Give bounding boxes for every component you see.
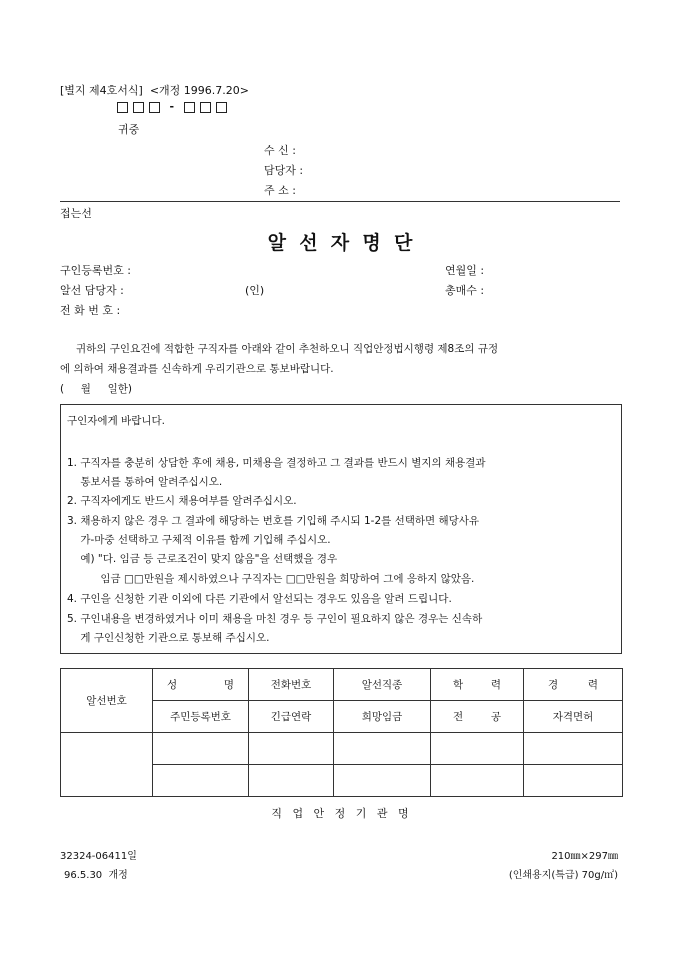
revised-date: 96.5.30 개정 <box>64 870 128 881</box>
agent-label: 알선 담당자 : <box>60 284 124 297</box>
table-cell <box>153 733 249 765</box>
fold-line <box>60 201 620 202</box>
table-cell <box>249 765 334 797</box>
form-code: 32324-06411일 <box>60 851 137 862</box>
code-box <box>200 102 211 113</box>
code-box <box>133 102 144 113</box>
career-header: 경 력 <box>524 669 623 701</box>
notice-line: 예) "다. 임금 등 근로조건이 맞지 않음"을 선택했을 경우 <box>67 553 338 565</box>
notice-line: 5. 구인내용을 변경하였거나 이미 채용을 마친 경우 등 구인이 필요하지 않은 경우는 신속하 <box>67 613 483 625</box>
paper-spec: (인쇄용지(특급) 70g/㎡) <box>508 870 618 881</box>
registration-no-label: 구인등록번호 : <box>60 264 131 277</box>
table-cell <box>524 733 623 765</box>
license-header: 자격면허 <box>524 701 623 733</box>
referral-table <box>60 668 623 797</box>
code-box <box>149 102 160 113</box>
table-cell <box>153 765 249 797</box>
table-cell <box>524 765 623 797</box>
receiver-label: 수 신 : <box>264 144 296 157</box>
form-label: [별지 제4호서식] <개정 1996.7.20> <box>60 84 250 97</box>
notice-line: 가-마중 선택하고 구체적 이유를 함께 기입해 주십시오. <box>67 534 331 546</box>
fold-line-label: 접는선 <box>60 207 92 220</box>
notice-heading: 구인자에게 바랍니다. <box>67 415 165 427</box>
table-cell <box>249 733 334 765</box>
code-box <box>184 102 195 113</box>
referral-no-header: 알선번호 <box>61 669 153 733</box>
intro-line-2: 에 의하여 채용결과를 신속하게 우리기관으로 통보바랍니다. <box>60 363 334 375</box>
notice-line: 게 구인신청한 기관으로 통보해 주십시오. <box>67 632 270 644</box>
phone-header: 전화번호 <box>249 669 334 701</box>
code-box <box>216 102 227 113</box>
notice-line: 2. 구직자에게도 반드시 채용여부를 알려주십시오. <box>67 495 297 507</box>
notice-line: 임금 □□만원을 제시하였으나 구직자는 □□만원을 희망하여 그에 응하지 않았음. <box>67 573 475 585</box>
notice-box <box>60 404 622 654</box>
date-label: 연월일 : <box>445 264 485 277</box>
seal-mark: (인) <box>245 284 265 297</box>
honorific: 귀중 <box>118 123 140 136</box>
agency-name: 직 업 안 정 기 관 명 <box>271 807 409 820</box>
notice-line: 1. 구직자를 충분히 상담한 후에 채용, 미채용을 결정하고 그 결과를 반드시 별지의 채용결과 <box>67 457 486 469</box>
notice-line: 4. 구인을 신청한 기관 이외에 다른 기관에서 알선되는 경우도 있음을 알려 드립니다. <box>67 593 452 605</box>
emergency-header: 긴급연락 <box>249 701 334 733</box>
resident-no-header: 주민등록번호 <box>153 701 249 733</box>
table-cell <box>334 765 431 797</box>
recipient-code-boxes <box>117 100 232 113</box>
job-header: 알선직종 <box>334 669 431 701</box>
page-title: 알 선 자 명 단 <box>267 232 413 254</box>
table-cell <box>431 765 524 797</box>
major-header: 전 공 <box>431 701 524 733</box>
code-box <box>117 102 128 113</box>
name-header: 성 명 <box>153 669 249 701</box>
wage-header: 희망임금 <box>334 701 431 733</box>
intro-line-3: ( 월 일한) <box>60 383 132 395</box>
notice-line: 3. 채용하지 않은 경우 그 결과에 해당하는 번호를 기입해 주시되 1-2를 선택하면 해당사유 <box>67 515 480 527</box>
total-sheets-label: 총매수 : <box>445 284 485 297</box>
code-dash: - <box>169 100 175 113</box>
education-header: 학 력 <box>431 669 524 701</box>
paper-size: 210㎜×297㎜ <box>551 851 618 862</box>
phone-label: 전 화 번 호 : <box>60 304 121 317</box>
manager-label: 담당자 : <box>264 164 304 177</box>
table-cell <box>61 733 153 797</box>
address-label: 주 소 : <box>264 184 296 197</box>
table-cell <box>431 733 524 765</box>
notice-line: 통보서를 통하여 알려주십시오. <box>67 476 223 488</box>
table-cell <box>334 733 431 765</box>
intro-line-1: 귀하의 구인요건에 적합한 구직자를 아래와 같이 추천하오니 직업안정법시행령 제8조의 규정 <box>76 343 499 355</box>
